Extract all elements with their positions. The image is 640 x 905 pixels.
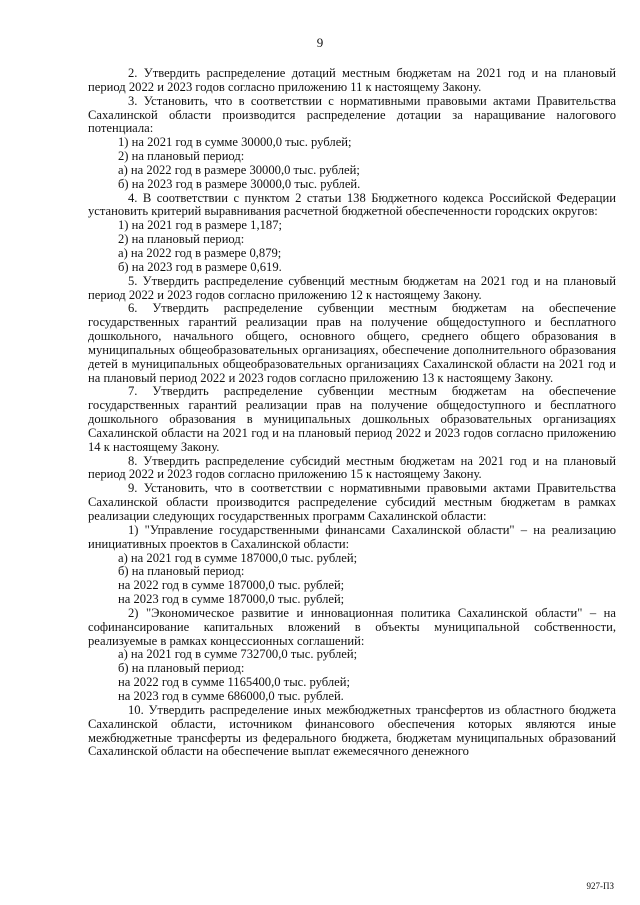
- list-item: на 2023 год в сумме 187000,0 тыс. рублей;: [118, 592, 345, 607]
- list-item: а) на 2021 год в сумме 732700,0 тыс. рублей;: [118, 647, 358, 662]
- paragraph-subitem-9-1: 1) "Управление государственными финансами Сахалинской области" – на реализацию инициативных проектов в Сахалинской области:: [88, 522, 616, 551]
- footer-code: 927-ПЗ: [586, 881, 614, 891]
- page-number: 9: [316, 35, 324, 50]
- list-item: на 2022 год в сумме 1165400,0 тыс. рублей;: [118, 675, 351, 690]
- list-item: б) на плановый период:: [118, 564, 245, 579]
- list-item: 2) на плановый период:: [118, 149, 245, 164]
- paragraph-item-5: 5. Утвердить распределение субвенций местным бюджетам на 2021 год и на плановый период 2022 и 2023 годов согласно приложению 12 к настоящему Закону.: [88, 273, 616, 302]
- list-item: на 2023 год в сумме 686000,0 тыс. рублей.: [118, 688, 344, 703]
- paragraph-item-9: 9. Установить, что в соответствии с нормативными правовыми актами Правительства Сахалинской области производится распределение субсидий местным бюджетам в рамках реализации следующих государственных программ Сахалинской области:: [88, 481, 616, 523]
- list-item: а) на 2022 год в размере 0,879;: [118, 245, 282, 260]
- paragraph-item-8: 8. Утвердить распределение субсидий местным бюджетам на 2021 год и на плановый период 2022 и 2023 годов согласно приложению 15 к настоящему Закону.: [88, 453, 616, 482]
- paragraph-item-3: 3. Установить, что в соответствии с нормативными правовыми актами Правительства Сахалинской области производится распределение дотации за наращивание налогового потенциала:: [88, 93, 616, 136]
- list-item: 1) на 2021 год в сумме 30000,0 тыс. рублей;: [118, 135, 352, 150]
- paragraph-item-7: 7. Утвердить распределение субвенции местным бюджетам на обеспечение государственных гарантий реализации прав на получение общедоступного и бесплатного дошкольного образования в муниципальных дошкольных образовательных организациях Сахалинской области на 2021 год и на плановый период 2022 и 2023 годов согласно приложению 14 к настоящему Закону.: [88, 384, 616, 454]
- list-item: 1) на 2021 год в размере 1,187;: [118, 218, 283, 233]
- list-item: на 2022 год в сумме 187000,0 тыс. рублей;: [118, 578, 345, 593]
- list-item: 2) на плановый период:: [118, 232, 245, 247]
- list-item: б) на 2023 год в размере 30000,0 тыс. рублей.: [118, 176, 361, 191]
- list-item: а) на 2022 год в размере 30000,0 тыс. рублей;: [118, 162, 360, 177]
- list-item: б) на 2023 год в размере 0,619.: [118, 259, 282, 274]
- paragraph-item-6: 6. Утвердить распределение субвенции местным бюджетам на обеспечение государственных гарантий реализации прав на получение общедоступного и бесплатного дошкольного, начального общего, основного общего, среднего общего образования в муниципальных общеобразовательных организациях, обеспечение дополнительного образования детей в муниципальных общеобразовательных организациях Сахалинской области на 2021 год и на плановый период 2022 и 2023 годов согласно приложению 13 к настоящему Закону.: [88, 301, 616, 385]
- list-item: б) на плановый период:: [118, 661, 245, 676]
- paragraph-item-10: 10. Утвердить распределение иных межбюджетных трансфертов из областного бюджета Сахалинской области, источником финансового обеспечения которых являются иные межбюджетные трансферты из федерального бюджета, бюджетам муниципальных образований Сахалинской области на обеспечение выплат ежемесячного денежного: [88, 702, 616, 759]
- document-body: [88, 67, 616, 759]
- paragraph-subitem-9-2: 2) "Экономическое развитие и инновационная политика Сахалинской области" – на софинансирование капитальных вложений в объекты муниципальной собственности, реализуемые в рамках концессионных соглашений:: [88, 605, 616, 648]
- paragraph-item-2: 2. Утвердить распределение дотаций местным бюджетам на 2021 год и на плановый период 2022 и 2023 годов согласно приложению 11 к настоящему Закону.: [88, 66, 616, 94]
- list-item: а) на 2021 год в сумме 187000,0 тыс. рублей;: [118, 550, 358, 565]
- paragraph-item-4: 4. В соответствии с пунктом 2 статьи 138 Бюджетного кодекса Российской Федерации установить критерий выравнивания расчетной бюджетной обеспеченности городских округов:: [88, 190, 616, 219]
